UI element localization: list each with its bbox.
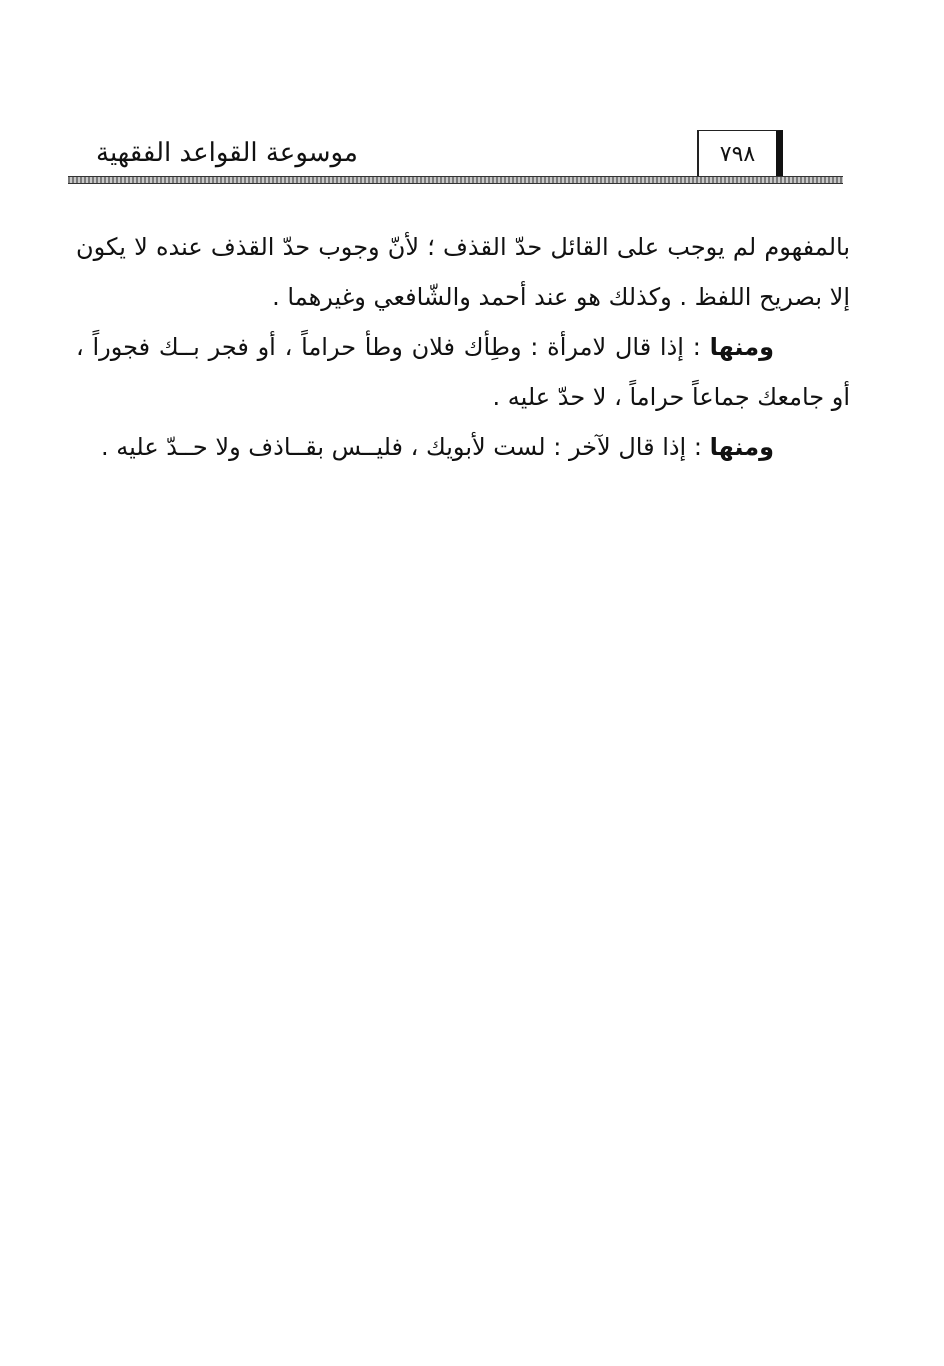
- paragraph-3: [76, 422, 850, 472]
- paragraph-2-lead: ومنها: [709, 333, 774, 361]
- paragraph-3-text: : إذا قال لآخر : لست لأبويك ، فليــس بقــاذف ولا حــدّ عليه .: [101, 433, 710, 461]
- page-header: [68, 128, 843, 190]
- body-text: [76, 222, 850, 472]
- paragraph-3-lead: ومنها: [709, 433, 774, 461]
- running-title: موسوعة القواعد الفقهية: [96, 138, 358, 168]
- paragraph-2: [76, 322, 850, 422]
- page-number: ٧٩٨: [697, 130, 783, 178]
- paragraph-2-text: : إذا قال لامرأة : وطِأك فلان وطأ حراماً ، أو فجر بــك فجوراً ، أو جامعك جماعاً حراماً ، لا حدّ عليه .: [76, 333, 850, 411]
- header-rule: [68, 176, 843, 184]
- paragraph-1: بالمفهوم لم يوجب على القائل حدّ القذف ؛ لأنّ وجوب حدّ القذف عنده لا يكون إلا بصريح اللفظ . وكذلك هو عند أحمد والشّافعي وغيرهما .: [76, 233, 850, 311]
